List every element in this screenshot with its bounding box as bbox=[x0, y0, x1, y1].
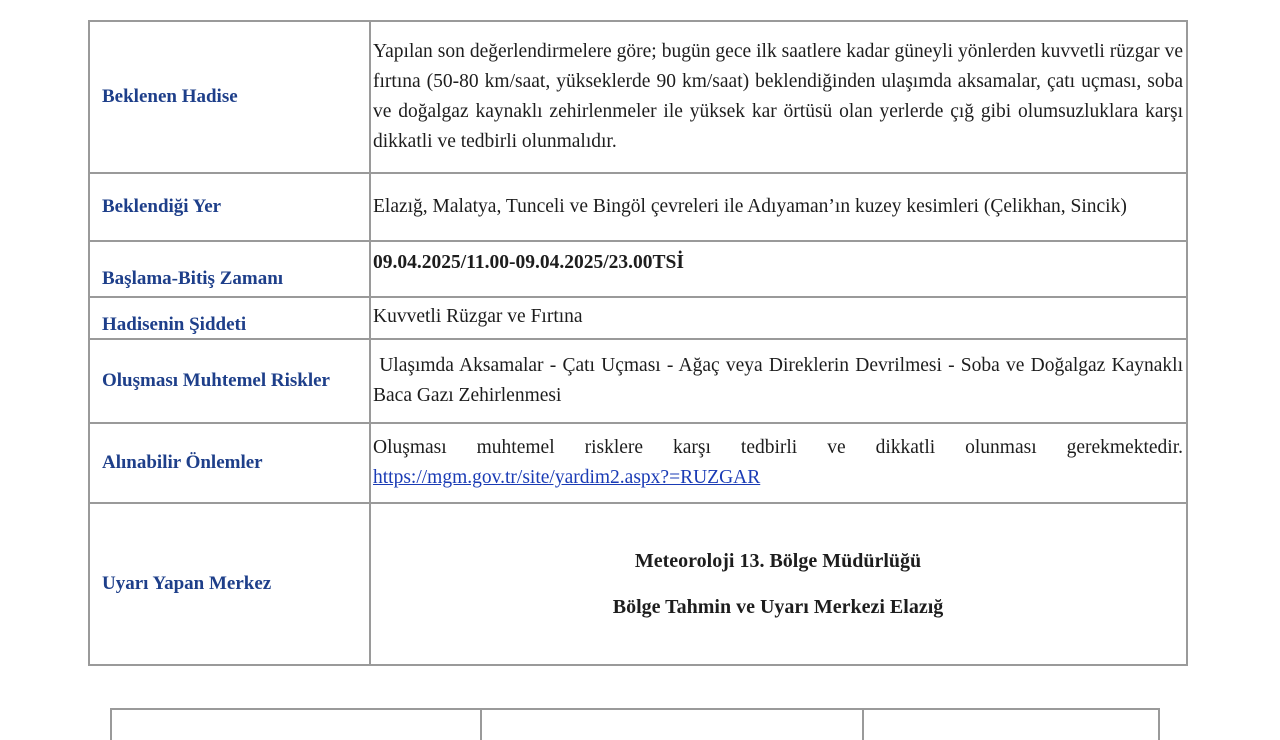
table-row bbox=[89, 21, 1187, 173]
precaution-text: Oluşması muhtemel risklere karşı tedbirli ve dikkatli olunması gerekmektedir. bbox=[373, 437, 1183, 458]
row-label: Oluşması Muhtemel Riskler bbox=[89, 339, 370, 423]
table-border bbox=[480, 710, 482, 740]
row-value: Ulaşımda Aksamalar - Çatı Uçması - Ağaç veya Direklerin Devrilmesi - Soba ve Doğalgaz Kaynaklı Baca Gazı Zehirlenmesi bbox=[370, 339, 1187, 423]
table-border bbox=[862, 710, 864, 740]
next-table-edge bbox=[110, 708, 1160, 740]
row-value bbox=[370, 503, 1187, 665]
row-value: 09.04.2025/11.00-09.04.2025/23.00TSİ bbox=[370, 241, 1187, 297]
table-row bbox=[89, 241, 1187, 297]
row-value bbox=[370, 423, 1187, 503]
center-line-2: Bölge Tahmin ve Uyarı Merkezi Elazığ bbox=[612, 596, 944, 618]
warning-table bbox=[88, 20, 1188, 666]
table-row bbox=[89, 339, 1187, 423]
table-row bbox=[89, 173, 1187, 241]
cropped-header-text bbox=[330, 0, 950, 4]
row-label: Alınabilir Önlemler bbox=[89, 423, 370, 503]
row-value: Kuvvetli Rüzgar ve Fırtına bbox=[370, 297, 1187, 339]
row-label: Başlama-Bitiş Zamanı bbox=[89, 241, 370, 297]
row-label: Uyarı Yapan Merkez bbox=[89, 503, 370, 665]
table-row bbox=[89, 503, 1187, 665]
row-value: Elazığ, Malatya, Tunceli ve Bingöl çevreleri ile Adıyaman’ın kuzey kesimleri (Çelikhan, Sincik) bbox=[370, 173, 1187, 241]
row-label: Hadisenin Şiddeti bbox=[89, 297, 370, 339]
table-row bbox=[89, 297, 1187, 339]
table-border bbox=[1158, 710, 1160, 740]
center-line-1: Meteoroloji 13. Bölge Müdürlüğü bbox=[634, 550, 922, 572]
table-border bbox=[110, 710, 112, 740]
issuing-center bbox=[373, 528, 1183, 640]
row-label: Beklenen Hadise bbox=[89, 21, 370, 173]
help-link[interactable]: https://mgm.gov.tr/site/yardim2.aspx?=RUZGAR bbox=[373, 467, 761, 488]
table-row bbox=[89, 423, 1187, 503]
row-label: Beklendiği Yer bbox=[89, 173, 370, 241]
row-value: Yapılan son değerlendirmelere göre; bugün gece ilk saatlere kadar güneyli yönlerden kuvvetli rüzgar ve fırtına (50-80 km/saat, yükseklerde 90 km/saat) beklendiğinden ulaşımda aksamalar, çatı uçması, soba ve doğalgaz kaynaklı zehirlenmeler ile yüksek kar örtüsü olan yerlerde çığ gibi olumsuzluklara karşı dikkatli ve tedbirli olunmalıdır. bbox=[370, 21, 1187, 173]
